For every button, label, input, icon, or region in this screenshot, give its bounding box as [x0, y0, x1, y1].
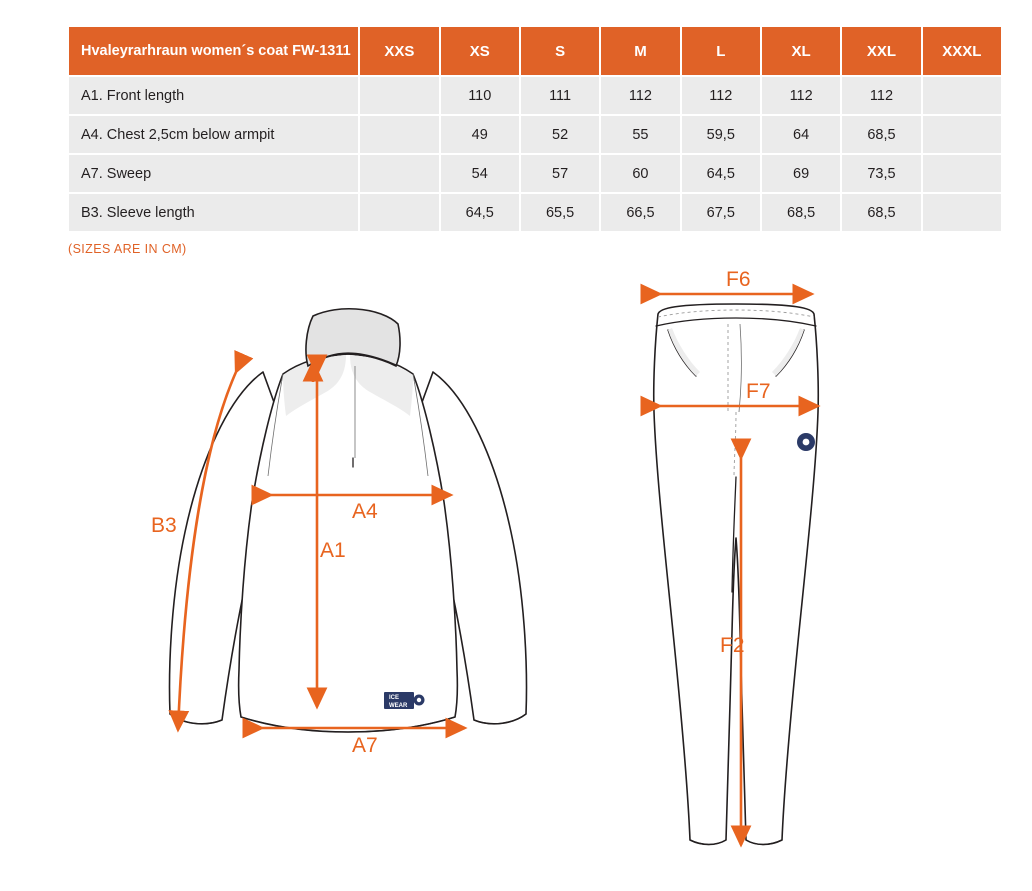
size-chart-table	[67, 25, 1003, 233]
measurement-label: A7. Sweep	[68, 154, 359, 193]
jacket-illustration	[151, 309, 526, 757]
measurement-value	[359, 193, 439, 232]
measurement-value: 65,5	[520, 193, 600, 232]
size-header-xs: XS	[440, 26, 520, 76]
dim-label-f2: F2	[720, 634, 745, 657]
dim-label-a7: A7	[352, 734, 378, 757]
measurement-value: 68,5	[841, 115, 921, 154]
measurement-value: 73,5	[841, 154, 921, 193]
dim-label-b3: B3	[151, 514, 177, 537]
measurement-value: 59,5	[681, 115, 761, 154]
size-header-xxs: XXS	[359, 26, 439, 76]
dim-label-a1: A1	[320, 539, 346, 562]
dim-label-a4: A4	[352, 500, 378, 523]
size-header-xxxl: XXXL	[922, 26, 1002, 76]
measurement-label: A4. Chest 2,5cm below armpit	[68, 115, 359, 154]
measurement-value	[922, 115, 1002, 154]
measurement-value: 55	[600, 115, 680, 154]
dim-label-f7: F7	[746, 380, 771, 403]
measurement-value: 57	[520, 154, 600, 193]
measurement-value: 49	[440, 115, 520, 154]
measurement-value: 110	[440, 76, 520, 115]
measurement-value: 112	[761, 76, 841, 115]
measurement-value: 68,5	[761, 193, 841, 232]
size-header-l: L	[681, 26, 761, 76]
measurement-label: A1. Front length	[68, 76, 359, 115]
svg-text:ICE: ICE	[389, 695, 400, 701]
measurement-value: 60	[600, 154, 680, 193]
size-header-xxl: XXL	[841, 26, 921, 76]
measurement-value: 66,5	[600, 193, 680, 232]
measurement-value	[922, 76, 1002, 115]
measurement-value: 111	[520, 76, 600, 115]
measurement-value: 112	[600, 76, 680, 115]
measurement-value	[922, 193, 1002, 232]
measurement-value	[359, 154, 439, 193]
measurement-value: 112	[681, 76, 761, 115]
table-row	[68, 115, 1002, 154]
measurement-value	[359, 76, 439, 115]
size-header-s: S	[520, 26, 600, 76]
measurement-value	[922, 154, 1002, 193]
table-header-row	[68, 26, 1002, 76]
pants-illustration	[654, 268, 819, 845]
product-name-header: Hvaleyrarhraun women´s coat FW-1311	[68, 26, 359, 76]
table-row	[68, 193, 1002, 232]
table-row	[68, 154, 1002, 193]
measurement-value: 64	[761, 115, 841, 154]
measurement-value: 54	[440, 154, 520, 193]
table-header	[68, 26, 1002, 76]
table-row	[68, 76, 1002, 115]
measurement-value: 67,5	[681, 193, 761, 232]
measurement-value	[359, 115, 439, 154]
measurement-label: B3. Sleeve length	[68, 193, 359, 232]
measurement-value: 69	[761, 154, 841, 193]
measurement-value: 64,5	[440, 193, 520, 232]
measurement-value: 68,5	[841, 193, 921, 232]
measurement-value: 64,5	[681, 154, 761, 193]
dim-label-f6: F6	[726, 268, 751, 291]
garment-diagrams	[0, 262, 1032, 891]
size-chart-table-container	[67, 25, 1003, 233]
measurement-value: 52	[520, 115, 600, 154]
table-body	[68, 76, 1002, 232]
size-header-xl: XL	[761, 26, 841, 76]
measurement-value: 112	[841, 76, 921, 115]
pants-logo-icon	[797, 433, 815, 451]
svg-text:WEAR: WEAR	[389, 703, 408, 709]
sizes-unit-note: (SIZES ARE IN CM)	[68, 242, 187, 256]
size-header-m: M	[600, 26, 680, 76]
